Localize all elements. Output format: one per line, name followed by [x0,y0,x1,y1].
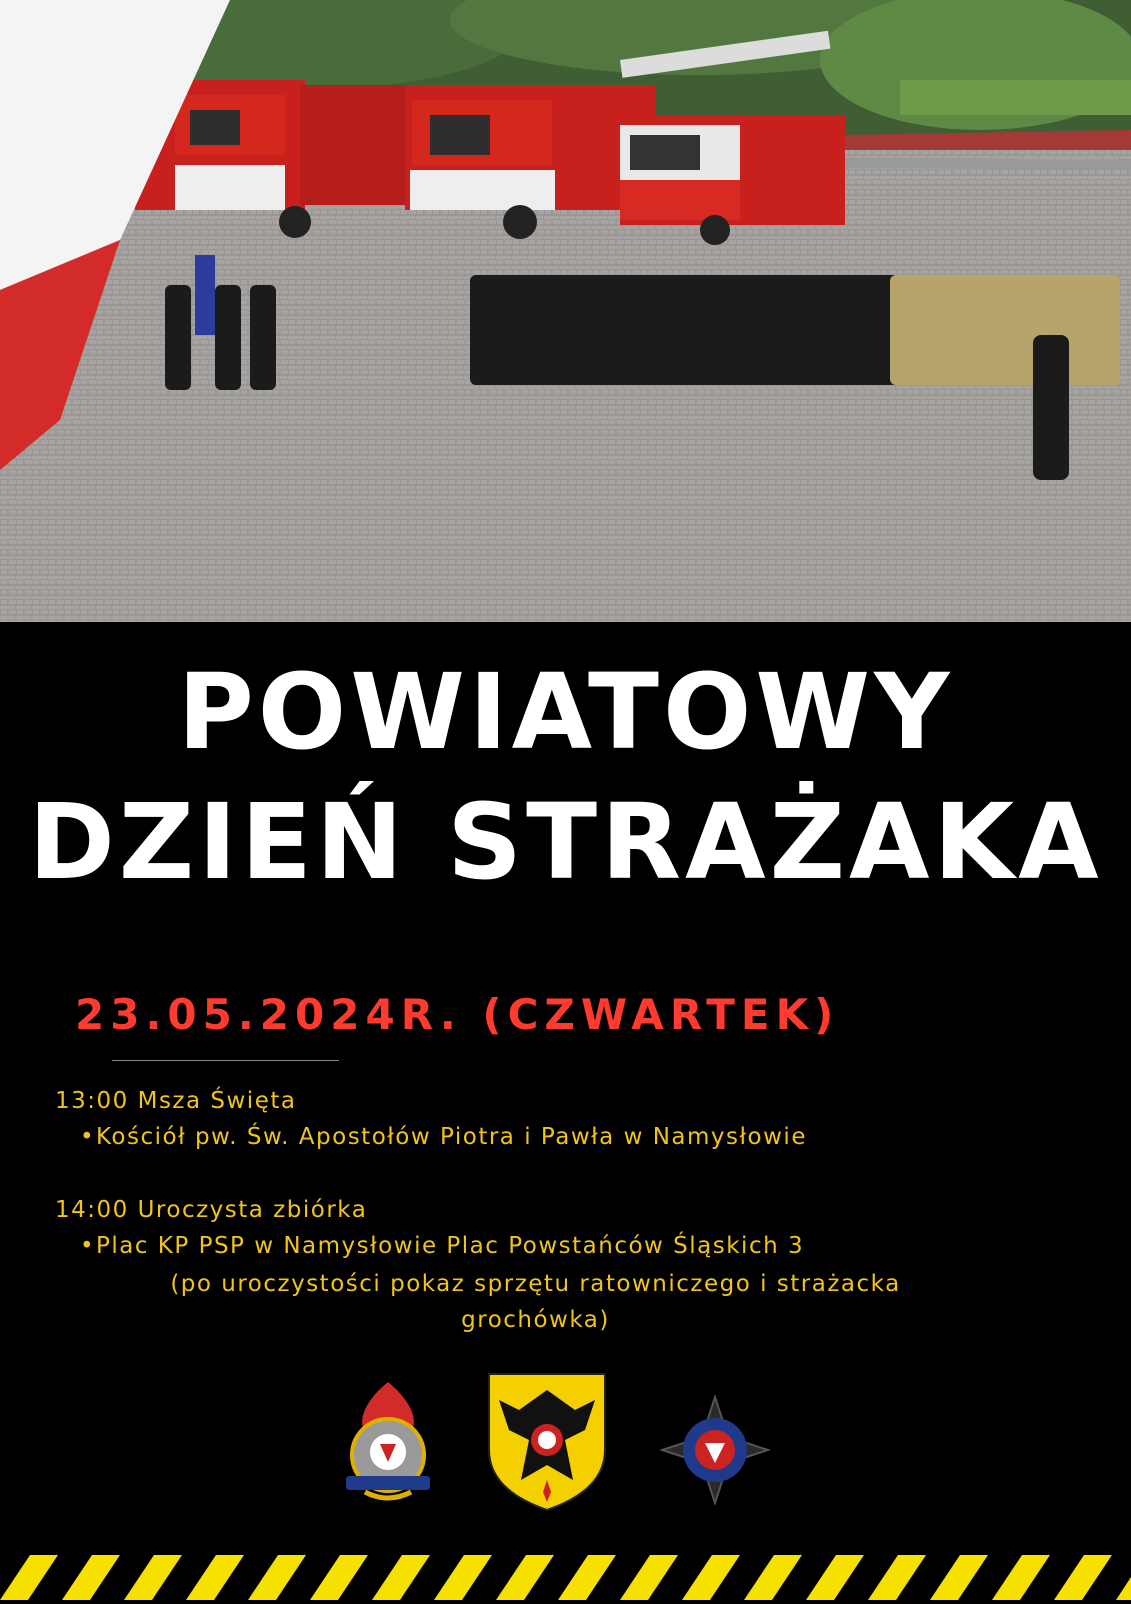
schedule-item-1-detail-text: Kościół pw. Św. Apostołów Piotra i Pawła w Namysłowie [96,1124,807,1150]
schedule-item-2-detail-text: Plac KP PSP w Namysłowie Plac Powstańców Śląskich 3 [96,1233,805,1259]
hazard-stripe [0,1555,1131,1600]
osp-emblem-logo [660,1395,770,1509]
event-date: 23.05.2024R. (CZWARTEK) [75,990,840,1039]
schedule-item-2-heading: 14:00 Uroczysta zbiórka [55,1197,368,1223]
bullet-icon: • [80,1233,96,1259]
divider [112,1060,339,1061]
schedule-item-1-heading: 13:00 Msza Święta [55,1088,297,1114]
title-line-1: POWIATOWY [177,651,954,773]
hero-photo [0,0,1131,622]
psp-emblem-logo [340,1380,436,1509]
schedule-item-1-detail [80,1124,807,1150]
title-line-2: DZIEŃ STRAŻAKA [28,781,1103,903]
county-coat-of-arms-logo [485,1370,609,1516]
schedule-note: (po uroczystości pokaz sprzętu ratowniczego i strażacka grochówka) [170,1271,901,1333]
schedule-item-2-detail [80,1233,804,1259]
bullet-icon: • [80,1124,96,1150]
